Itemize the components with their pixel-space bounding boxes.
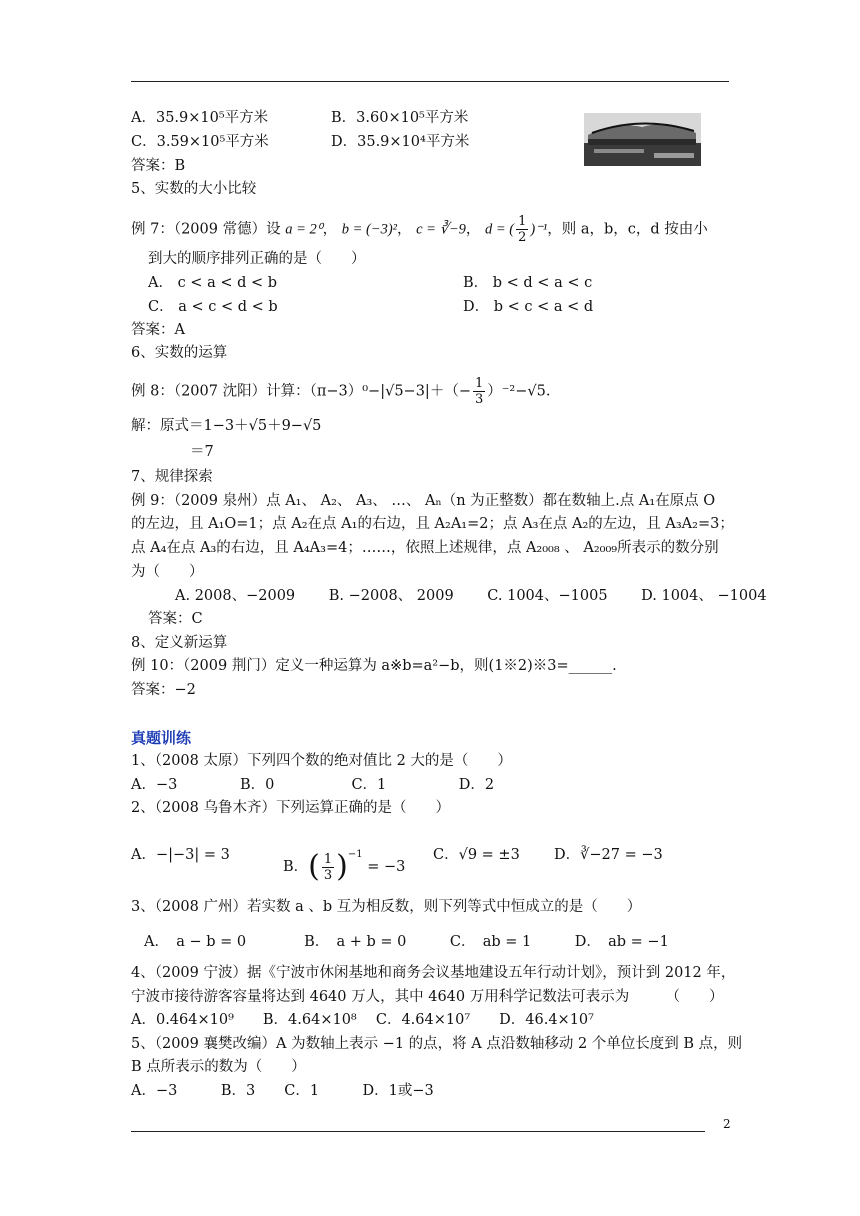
ex7-d-fraction bbox=[516, 214, 528, 245]
ex7-tail: ，则 a，b，c，d 按由小 bbox=[547, 221, 708, 238]
t2-stem: 2、（2008 乌鲁木齐）下列运算正确的是（ ） bbox=[131, 800, 450, 816]
q4-answer: 答案：B bbox=[131, 158, 186, 174]
t2-b-result: = −3 bbox=[367, 859, 406, 875]
t2-option-b bbox=[283, 833, 405, 889]
q4-option-b: B．3.60×10⁵平方米 bbox=[331, 110, 469, 126]
t1-stem: 1、（2008 太原）下列四个数的绝对值比 2 大的是（ ） bbox=[131, 753, 512, 769]
ex9-answer: 答案：C bbox=[148, 611, 203, 627]
q4-option-c: C．3.59×10⁵平方米 bbox=[131, 134, 269, 150]
ex7-option-d: D． b < c < a < d bbox=[463, 299, 594, 315]
ex8-pre: 例 8：（2007 沈阳）计算：（π−3）⁰−|√5−3|＋（− bbox=[131, 383, 471, 400]
stadium-photo bbox=[584, 113, 701, 166]
q4-option-d: D．35.9×10⁴平方米 bbox=[331, 134, 470, 150]
t2-b-label: B． bbox=[283, 859, 309, 875]
ex7-option-b: B． b < d < a < c bbox=[463, 275, 593, 291]
section-8-title: 8、定义新运算 bbox=[131, 635, 228, 651]
section-6-title: 6、实数的运算 bbox=[131, 345, 228, 361]
ex10-text: 例 10：（2009 荆门）定义一种运算为 a※b=a²−b，则(1※2)※3=______. bbox=[131, 658, 617, 674]
t5-line2: B 点所表示的数为（ ） bbox=[131, 1059, 306, 1075]
t2-b-fraction bbox=[322, 852, 334, 883]
ex7-d-numerator: 1 bbox=[518, 214, 527, 229]
ex10-answer: 答案：−2 bbox=[131, 682, 196, 698]
footer-rule bbox=[131, 1131, 705, 1132]
t3-stem: 3、（2008 广州）若实数 a 、b 互为相反数，则下列等式中恒成立的是（ ） bbox=[131, 899, 642, 915]
t4-line1: 4、（2009 宁波）据《宁波市休闲基地和商务会议基地建设五年行动计划》，预计到 2012 年， bbox=[131, 965, 736, 981]
page-number: 2 bbox=[723, 1117, 731, 1131]
t2-b-right-paren: ) bbox=[336, 849, 348, 884]
ex9-line3: 点 A₄在点 A₃的右边，且 A₄A₃=4；……，依照上述规律，点 A₂₀₀₈ 、 A₂₀₀₉所表示的数分别 bbox=[131, 540, 719, 556]
t2-option-d: D．∛−27 = −3 bbox=[554, 847, 663, 863]
ex7-prefix: 例 7：（2009 常德）设 bbox=[131, 221, 281, 238]
ex8-post: ）⁻²−√5. bbox=[487, 383, 551, 400]
ex7-d-post: )⁻¹ bbox=[530, 221, 548, 238]
ex8-solution-line1: 解：原式＝1−3＋√5＋9−√5 bbox=[131, 418, 322, 434]
section-5-title: 5、实数的大小比较 bbox=[131, 181, 257, 197]
t2-option-c: C．√9 = ±3 bbox=[433, 847, 520, 863]
ex7-answer: 答案：A bbox=[131, 322, 185, 338]
t2-option-a: A．−|−3| = 3 bbox=[131, 847, 230, 863]
ex8-denominator: 3 bbox=[474, 392, 484, 407]
t2-b-denominator: 3 bbox=[323, 867, 333, 883]
ex7-c-def: c = ∛−9 bbox=[416, 221, 466, 238]
t5-options: A．−3 B．3 C．1 D．1或−3 bbox=[131, 1083, 434, 1099]
ex7-option-c: C． a < c < d < b bbox=[148, 299, 278, 315]
t1-options: A．−3 B．0 C．1 D．2 bbox=[131, 777, 495, 793]
t4-options: A．0.464×10⁹ B．4.64×10⁸ C．4.64×10⁷ D．46.4×10⁷ bbox=[131, 1012, 594, 1028]
ex9-line4: 为（ ） bbox=[131, 564, 204, 580]
t5-line1: 5、（2009 襄樊改编）A 为数轴上表示 −1 的点，将 A 点沿数轴移动 2 个单位长度到 B 点，则 bbox=[131, 1036, 743, 1052]
t2-b-exponent: −1 bbox=[347, 849, 363, 860]
q4-option-a: A．35.9×10⁵平方米 bbox=[131, 110, 269, 126]
ex7-option-a: A． c < a < d < b bbox=[148, 275, 278, 291]
ex9-options: A. 2008、−2009 B. −2008、 2009 C. 1004、−1005 D. 1004、 −1004 bbox=[175, 588, 767, 604]
example-7-line1: 例 7：（2009 常德）设 a = 2⁰， b = (−3)²， c = ∛−9， d = ( $\frac{1}{2}$ )⁻¹，则 a，b，c，d 按由小 bbox=[131, 214, 708, 245]
t2-b-numerator: 1 bbox=[323, 851, 333, 867]
t4-line2: 宁波市接待游客容量将达到 4640 万人，其中 4640 万用科学记数法可表示为 （ ） bbox=[131, 989, 724, 1005]
ex9-line2: 的左边，且 A₁O=1；点 A₂在点 A₁的右边，且 A₂A₁=2；点 A₃在点 A₂的左边，且 A₃A₂=3； bbox=[131, 516, 734, 532]
header-rule bbox=[131, 81, 729, 82]
example-8 bbox=[131, 376, 550, 407]
section-7-title: 7、规律探索 bbox=[131, 469, 213, 485]
ex7-b-def: b = (−3)² bbox=[341, 221, 398, 238]
ex8-fraction bbox=[473, 376, 485, 407]
t3-options: A． a − b = 0 B． a + b = 0 C． ab = 1 D． ab = −1 bbox=[144, 934, 669, 950]
ex8-numerator: 1 bbox=[474, 376, 484, 391]
ex7-d-pre: d = ( bbox=[484, 221, 515, 238]
ex7-d-denominator: 2 bbox=[518, 230, 527, 245]
section-heading-practice: 真题训练 bbox=[131, 729, 192, 747]
ex7-a-def: a = 2⁰ bbox=[285, 221, 323, 238]
ex8-solution-line2: ＝7 bbox=[190, 444, 214, 460]
example-7-line2: 到大的顺序排列正确的是（ ） bbox=[148, 251, 366, 267]
t2-b-left-paren: ( bbox=[308, 849, 320, 884]
ex9-line1: 例 9：（2009 泉州）点 A₁、 A₂、 A₃、 …、 Aₙ（n 为正整数）都在数轴上.点 A₁在原点 O bbox=[131, 493, 716, 509]
